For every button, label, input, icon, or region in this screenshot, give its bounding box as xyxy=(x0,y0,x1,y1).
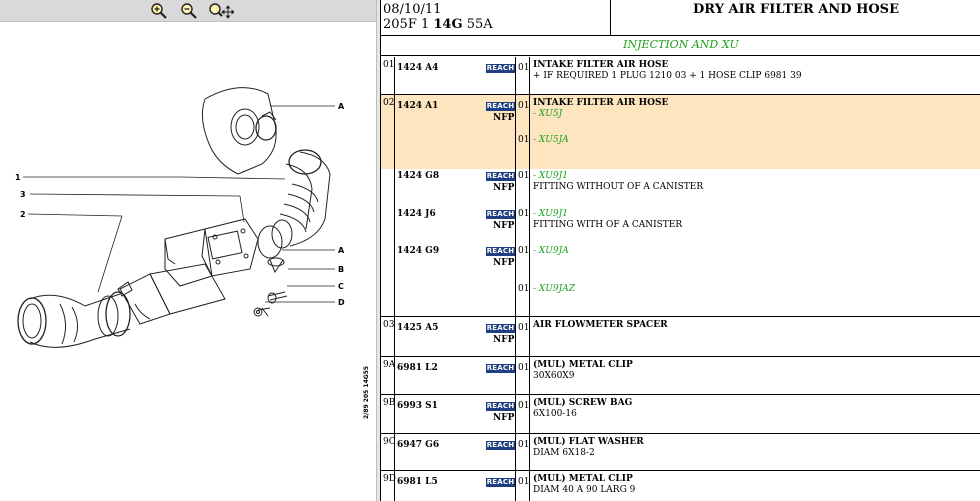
reach-badge[interactable]: REACH xyxy=(486,64,515,72)
model-prefix: 205F 1 xyxy=(383,17,430,32)
part-reference[interactable]: 1424 A4 xyxy=(397,63,439,73)
description-cell xyxy=(530,57,980,94)
section-heading: INJECTION AND XU xyxy=(381,36,980,56)
quantity-cell xyxy=(516,471,530,501)
parts-diagram xyxy=(0,24,376,501)
quantity: 01 xyxy=(518,63,530,73)
description-cell xyxy=(530,95,980,316)
part-title: (MUL) METAL CLIP xyxy=(533,360,633,370)
item-number: 9C xyxy=(381,434,395,470)
engine-variant: - XU9JAZ xyxy=(533,284,575,294)
engine-variant: - XU5JA xyxy=(533,135,569,145)
quantity-cell xyxy=(516,95,530,316)
part-title: (MUL) SCREW BAG xyxy=(533,398,633,408)
zoom-toolbar xyxy=(0,0,376,22)
engine-variant: - XU9JA xyxy=(533,246,569,256)
nfp-label: NFP xyxy=(493,335,515,345)
diagram-stamp: 2/89 205 14G55 xyxy=(363,365,370,419)
quantity: 01 xyxy=(518,363,530,373)
reach-badge[interactable]: REACH xyxy=(486,402,515,410)
nfp-label: NFP xyxy=(493,221,515,231)
parts-row[interactable] xyxy=(381,471,980,501)
quantity-cell xyxy=(516,434,530,470)
reference-cell xyxy=(395,395,516,433)
callout-c: C xyxy=(338,282,344,291)
part-reference[interactable]: 1425 A5 xyxy=(397,323,439,333)
reach-badge[interactable]: REACH xyxy=(486,478,515,486)
reach-badge[interactable]: REACH xyxy=(486,172,515,180)
part-reference[interactable]: 1424 A1 xyxy=(397,101,439,111)
quantity: 01 xyxy=(518,440,530,450)
part-title: (MUL) METAL CLIP xyxy=(533,474,633,484)
reach-badge[interactable]: REACH xyxy=(486,102,515,110)
part-note: DIAM 40 A 90 LARG 9 xyxy=(533,485,636,495)
part-note: 6X100-16 xyxy=(533,409,577,419)
nfp-label: NFP xyxy=(493,113,515,123)
quantity-cell xyxy=(516,57,530,94)
zoom-pan-icon[interactable] xyxy=(208,2,234,20)
part-title: AIR FLOWMETER SPACER xyxy=(533,320,668,330)
part-title: INTAKE FILTER AIR HOSE xyxy=(533,98,669,108)
page-title: DRY AIR FILTER AND HOSE xyxy=(693,2,899,17)
engine-variant: - XU5J xyxy=(533,109,563,119)
quantity-cell xyxy=(516,357,530,394)
description-cell xyxy=(530,471,980,501)
item-number: 9A xyxy=(381,357,395,394)
quantity-cell xyxy=(516,317,530,356)
item-number: 01 xyxy=(381,57,395,94)
item-number: 9D xyxy=(381,471,395,501)
reach-badge[interactable]: REACH xyxy=(486,441,515,449)
part-reference[interactable]: 1424 J6 xyxy=(397,209,436,219)
quantity: 01 xyxy=(518,135,530,145)
part-note: FITTING WITHOUT OF A CANISTER xyxy=(533,182,704,192)
description-cell xyxy=(530,434,980,470)
quantity: 01 xyxy=(518,209,530,219)
part-reference[interactable]: 6981 L5 xyxy=(397,477,438,487)
part-note: 30X60X9 xyxy=(533,371,575,381)
reach-badge[interactable]: REACH xyxy=(486,247,515,255)
item-number: 9B xyxy=(381,395,395,433)
reference-cell xyxy=(395,57,516,94)
quantity: 01 xyxy=(518,171,530,181)
part-title: INTAKE FILTER AIR HOSE xyxy=(533,60,669,70)
reach-badge[interactable]: REACH xyxy=(486,364,515,372)
engine-variant: - XU9J1 xyxy=(533,171,568,181)
reference-cell xyxy=(395,357,516,394)
callout-d: D xyxy=(338,298,345,307)
parts-row[interactable] xyxy=(381,395,980,434)
zoom-out-icon[interactable] xyxy=(180,2,198,20)
reference-cell xyxy=(395,317,516,356)
reach-badge[interactable]: REACH xyxy=(486,324,515,332)
header-info xyxy=(381,0,611,36)
description-cell xyxy=(530,317,980,356)
diagram-pane xyxy=(0,0,376,501)
callout-2: 2 xyxy=(20,210,26,219)
reach-badge[interactable]: REACH xyxy=(486,210,515,218)
parts-row[interactable] xyxy=(381,434,980,471)
quantity: 01 xyxy=(518,477,530,487)
callout-b: B xyxy=(338,265,345,274)
quantity: 01 xyxy=(518,284,530,294)
part-reference[interactable]: 6947 G6 xyxy=(397,440,440,450)
part-title: (MUL) FLAT WASHER xyxy=(533,437,644,447)
parts-row[interactable] xyxy=(381,317,980,357)
nfp-label: NFP xyxy=(493,413,515,423)
quantity: 01 xyxy=(518,401,530,411)
quantity-cell xyxy=(516,395,530,433)
parts-row[interactable] xyxy=(381,95,980,317)
description-cell xyxy=(530,395,980,433)
part-reference[interactable]: 6981 L2 xyxy=(397,363,438,373)
nfp-label: NFP xyxy=(493,258,515,268)
zoom-in-icon[interactable] xyxy=(150,2,168,20)
header-model xyxy=(383,17,610,32)
callout-a-top: A xyxy=(338,102,345,111)
quantity: 01 xyxy=(518,246,530,256)
header-date: 08/10/11 xyxy=(383,2,442,17)
parts-list-pane xyxy=(380,0,980,501)
part-reference[interactable]: 6993 S1 xyxy=(397,401,438,411)
quantity: 01 xyxy=(518,323,530,333)
part-note: + IF REQUIRED 1 PLUG 1210 03 + 1 HOSE CLIP 6981 39 xyxy=(533,71,802,81)
model-suffix: 55A xyxy=(466,17,493,32)
callout-3: 3 xyxy=(20,190,26,199)
part-note: DIAM 6X18-2 xyxy=(533,448,595,458)
part-note: FITTING WITH OF A CANISTER xyxy=(533,220,683,230)
parts-row[interactable] xyxy=(381,357,980,395)
item-number: 03 xyxy=(381,317,395,356)
description-cell xyxy=(530,357,980,394)
part-reference[interactable]: 1424 G9 xyxy=(397,246,440,256)
callout-a: A xyxy=(338,246,345,255)
nfp-label: NFP xyxy=(493,183,515,193)
parts-header xyxy=(381,0,980,36)
reference-cell xyxy=(395,471,516,501)
callout-1: 1 xyxy=(15,173,21,182)
reference-cell xyxy=(395,95,516,316)
model-engine: 14G xyxy=(433,17,463,32)
part-reference[interactable]: 1424 G8 xyxy=(397,171,440,181)
parts-row[interactable] xyxy=(381,57,980,95)
engine-variant: - XU9J1 xyxy=(533,209,568,219)
quantity: 01 xyxy=(518,101,530,111)
item-number: 02 xyxy=(381,95,395,316)
reference-cell xyxy=(395,434,516,470)
